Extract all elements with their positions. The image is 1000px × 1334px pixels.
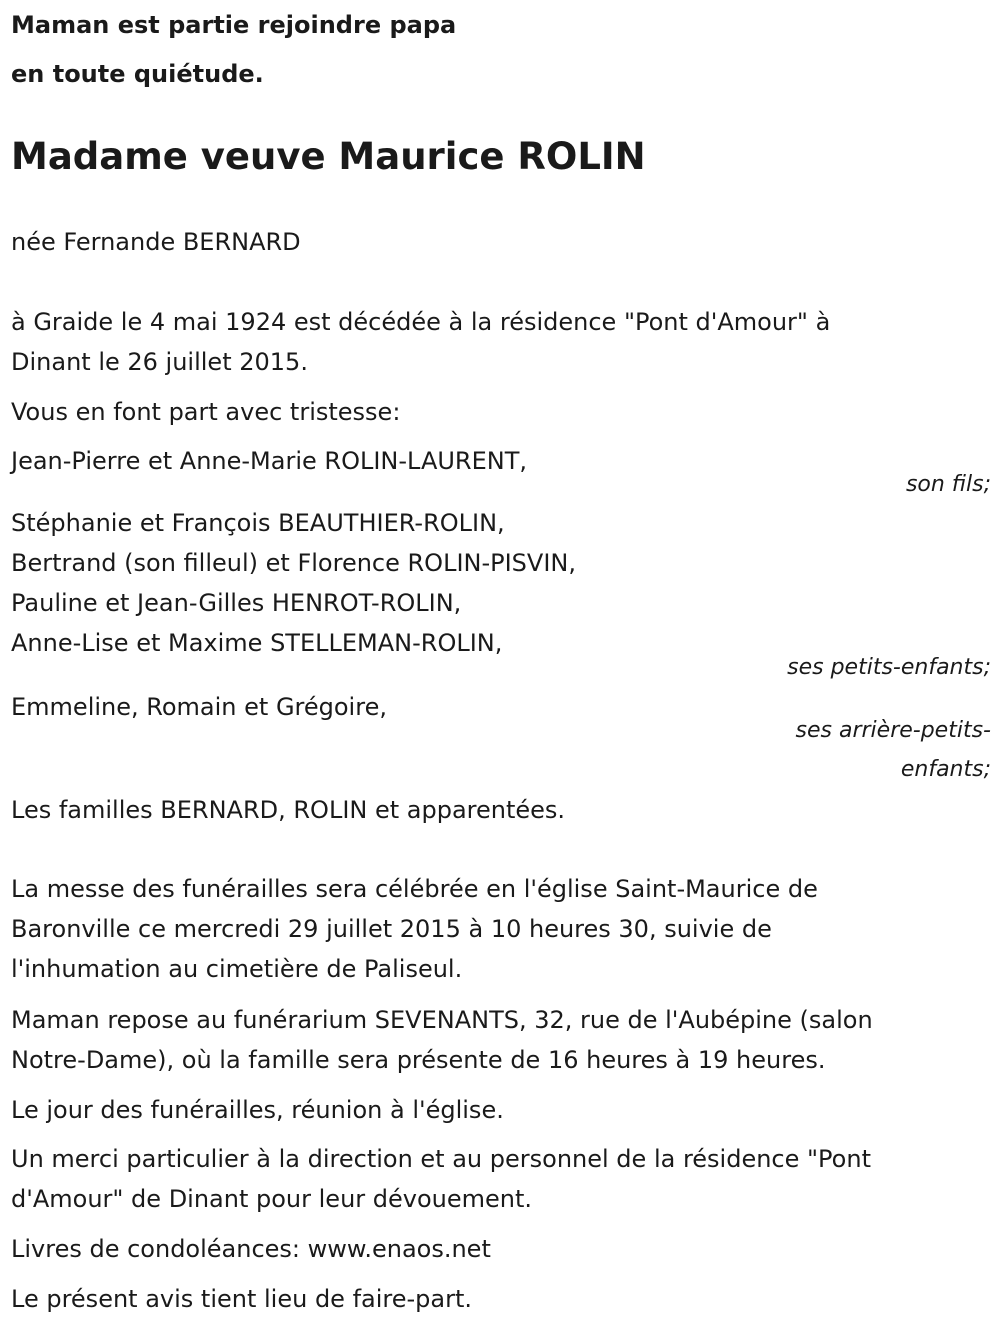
epigraph-line-1: Maman est partie rejoindre papa (11, 11, 457, 39)
announcement-line-1: à Graide le 4 mai 1924 est décédée à la résidence "Pont d'Amour" à (11, 308, 831, 336)
announcement-line-2: Dinant le 26 juillet 2015. (11, 348, 308, 376)
family-grandchild-3: Pauline et Jean-Gilles HENROT-ROLIN, (11, 589, 462, 617)
thanks-line-2: d'Amour" de Dinant pour leur dévouement. (11, 1185, 533, 1213)
family-relatives: Les familles BERNARD, ROLIN et apparentées. (11, 796, 566, 824)
family-grandchild-2: Bertrand (son filleul) et Florence ROLIN-PISVIN, (11, 549, 576, 577)
condolences-line: Livres de condoléances: www.enaos.net (11, 1235, 491, 1263)
funeral-mass-line-3: l'inhumation au cimetière de Paliseul. (11, 955, 463, 983)
family-grandchild-4: Anne-Lise et Maxime STELLEMAN-ROLIN, (11, 629, 503, 657)
funeral-rest-line-1: Maman repose au funérarium SEVENANTS, 32, rue de l'Aubépine (salon (11, 1006, 873, 1034)
relation-great-grandchildren-2: enfants; (900, 757, 991, 782)
family-grandchild-1: Stéphanie et François BEAUTHIER-ROLIN, (11, 509, 505, 537)
notice-line: Le présent avis tient lieu de faire-part. (11, 1285, 473, 1313)
birth-name: née Fernande BERNARD (11, 228, 301, 256)
epigraph-line-2: en toute quiétude. (11, 60, 264, 88)
funeral-meeting: Le jour des funérailles, réunion à l'église. (11, 1096, 504, 1124)
funeral-rest-line-2: Notre-Dame), où la famille sera présente de 16 heures à 19 heures. (11, 1046, 826, 1074)
relation-grandchildren: ses petits-enfants; (787, 655, 991, 680)
deceased-name: Madame veuve Maurice ROLIN (11, 135, 646, 178)
funeral-mass-line-1: La messe des funérailles sera célébrée en l'église Saint-Maurice de (11, 875, 818, 903)
family-son: Jean-Pierre et Anne-Marie ROLIN-LAURENT, (11, 447, 528, 475)
relation-son: son fils; (905, 472, 991, 497)
thanks-line-1: Un merci particulier à la direction et au personnel de la résidence "Pont (11, 1145, 871, 1173)
family-great-grandchildren: Emmeline, Romain et Grégoire, (11, 693, 387, 721)
intro-text: Vous en font part avec tristesse: (11, 398, 401, 426)
relation-great-grandchildren-1: ses arrière-petits- (795, 718, 991, 743)
funeral-mass-line-2: Baronville ce mercredi 29 juillet 2015 à 10 heures 30, suivie de (11, 915, 772, 943)
